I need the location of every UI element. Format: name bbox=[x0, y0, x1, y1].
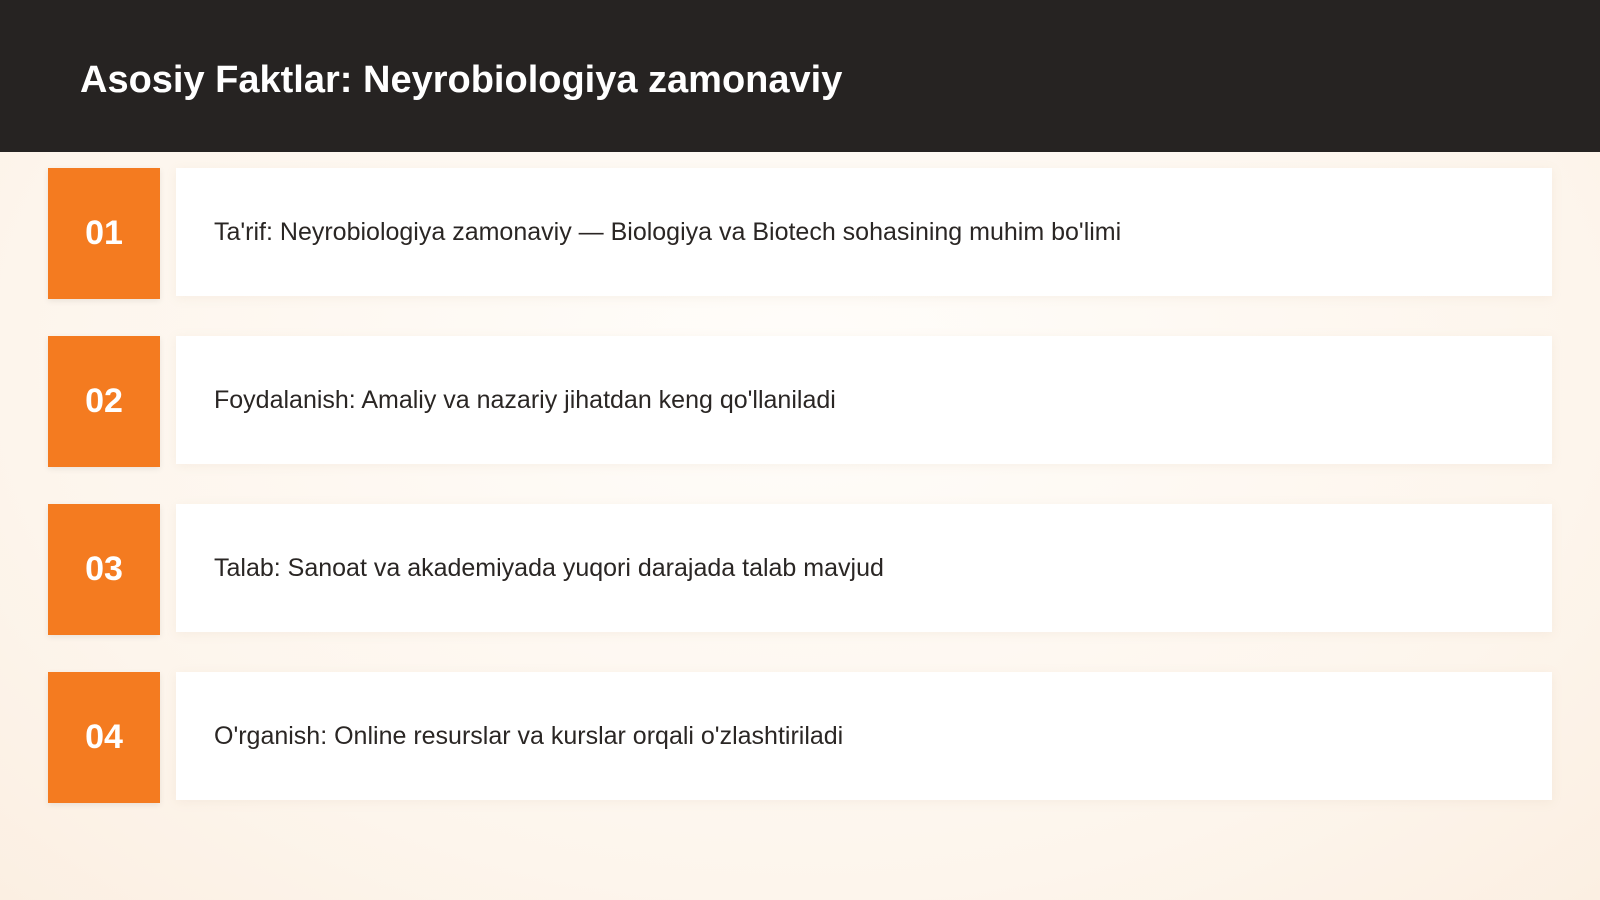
fact-item-2 bbox=[48, 336, 1552, 467]
fact-number-badge bbox=[48, 168, 160, 299]
fact-card bbox=[176, 672, 1552, 800]
fact-number-badge bbox=[48, 504, 160, 635]
fact-item-4 bbox=[48, 672, 1552, 803]
fact-item-3 bbox=[48, 504, 1552, 635]
fact-number: 04 bbox=[85, 718, 123, 756]
fact-item-1 bbox=[48, 168, 1552, 299]
fact-text: O'rganish: Online resurslar va kurslar orqali o'zlashtiriladi bbox=[214, 722, 844, 750]
fact-number-badge bbox=[48, 336, 160, 467]
fact-text: Talab: Sanoat va akademiyada yuqori darajada talab mavjud bbox=[214, 554, 884, 582]
fact-text: Ta'rif: Neyrobiologiya zamonaviy — Biologiya va Biotech sohasining muhim bo'limi bbox=[214, 218, 1122, 246]
fact-number-badge bbox=[48, 672, 160, 803]
header-bar bbox=[0, 0, 1600, 152]
fact-text: Foydalanish: Amaliy va nazariy jihatdan keng qo'llaniladi bbox=[214, 386, 836, 414]
fact-number: 02 bbox=[85, 382, 123, 420]
fact-card bbox=[176, 504, 1552, 632]
fact-number: 03 bbox=[85, 550, 123, 588]
fact-number: 01 bbox=[85, 214, 123, 252]
slide-title: Asosiy Faktlar: Neyrobiologiya zamonaviy bbox=[80, 59, 843, 101]
fact-card bbox=[176, 336, 1552, 464]
fact-card bbox=[176, 168, 1552, 296]
